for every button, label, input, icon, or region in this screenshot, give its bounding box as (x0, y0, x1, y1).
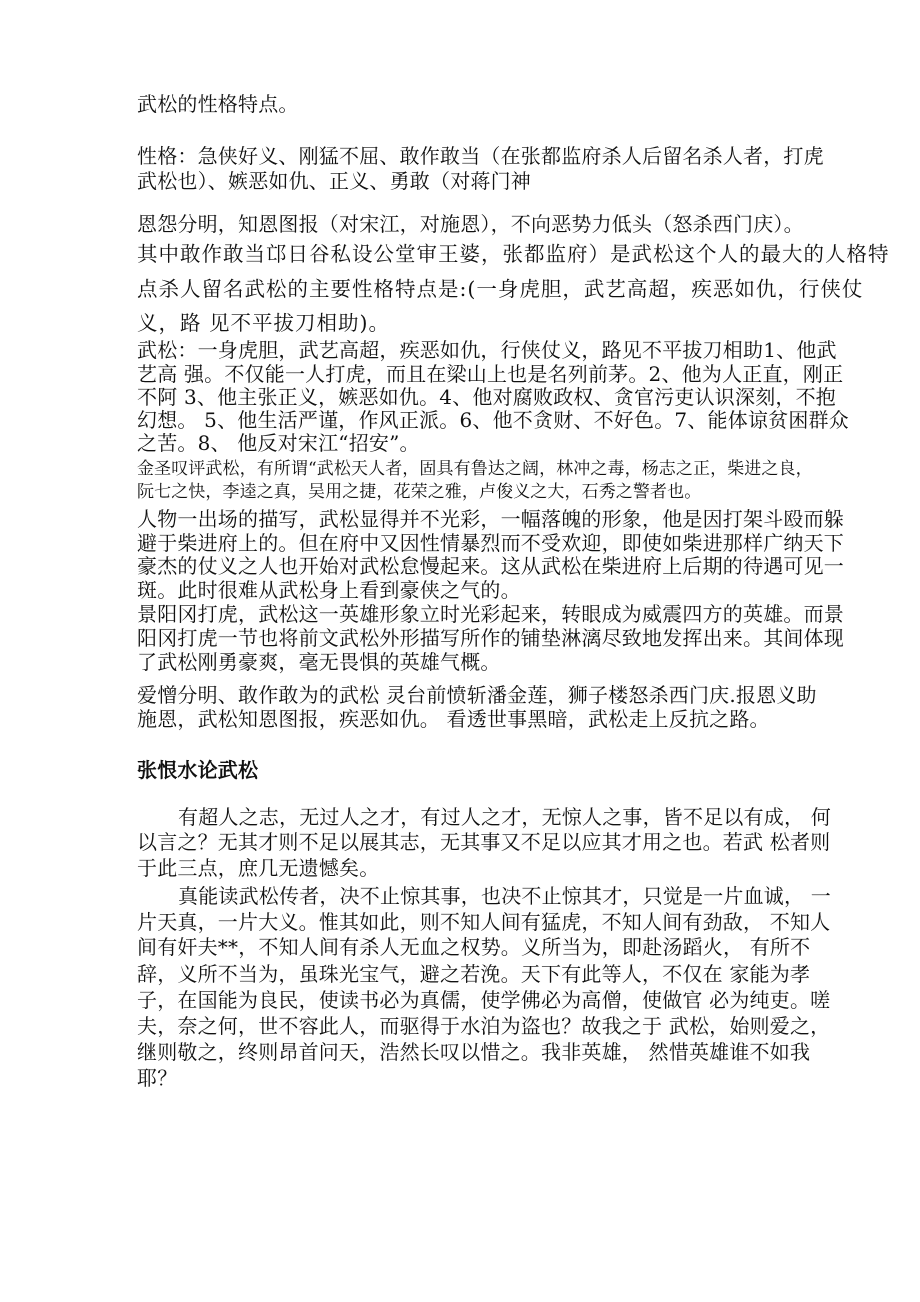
zhang-para1-line-1: 有超人之志，无过人之才，有过人之才，无惊人之事，皆不足以有成， 何 (178, 805, 831, 829)
section-heading: 张恨水论武松 (137, 758, 259, 782)
jinshengtan-line-2: 阮七之快，李逵之真，吴用之捷，花荣之雅，卢俊义之大，石秀之警者也。 (137, 482, 702, 502)
jingyanggang-line-3: 了武松刚勇豪爽，毫无畏惧的英雄气概。 (137, 650, 501, 674)
zhang-para2-line-5: 子，在国能为良民，使读书必为真儒，使学佛必为高僧，使做官 必为纯吏。嗟 (137, 988, 831, 1012)
zhang-para2-line-1: 真能读武松传者，决不止惊其事，也决不止惊其才，只觉是一片血诚， 一 (178, 884, 831, 908)
zhang-para2-line-4: 辞，义所不当为，虽珠光宝气，避之若浼。天下有此等人，不仅在 家能为孝 (137, 962, 811, 986)
points-line-5: 之苦。8、 他反对宋江“招安”。 (137, 431, 420, 455)
core-line-3: 义，路 见不平拔刀相助)。 (137, 311, 391, 335)
traits-line-2: 武松也）、嫉恶如仇、正义、勇敢（对蒋门神 (137, 169, 531, 193)
gratitude-line: 恩怨分明，知恩图报（对宋江，对施恩），不向恶势力低头（怒杀西门庆）。 (137, 212, 804, 236)
appearance-line-3: 豪杰的仗义之人也开始对武松怠慢起来。这从武松在柴进府上后期的待遇可见一 (137, 554, 844, 578)
jingyanggang-line-1: 景阳冈打虎，武松这一英雄形象立时光彩起来，转眼成为威震四方的英雄。而景 (137, 602, 844, 626)
appearance-line-2: 避于柴进府上的。但在府中又因性情暴烈而不受欢迎，即使如柴进那样广纳天下 (137, 531, 844, 555)
jingyanggang-line-2: 阳冈打虎一节也将前文武松外形描写所作的铺垫淋漓尽致地发挥出来。其间体现 (137, 626, 844, 650)
points-line-1: 武松：一身虎胆，武艺高超，疾恶如仇，行侠仗义，路见不平拔刀相助1、他武 (137, 338, 837, 362)
zhang-para2-line-8: 耶？ (137, 1066, 178, 1090)
zhang-para1-line-3: 于此三点，庶几无遗憾矣。 (137, 856, 380, 880)
points-line-2: 艺高 强。不仅能一人打虎，而且在梁山上也是名列前茅。2、他为人正直，刚正 (137, 362, 844, 386)
lovehate-line-1: 爱憎分明、敢作敢为的武松 灵台前愤斩潘金莲，狮子楼怒杀西门庆.报恩义助 (137, 683, 817, 707)
zhang-para1-line-2: 以言之？无其才则不足以展其志，无其事又不足以应其才用之也。若武 松者则 (137, 830, 831, 854)
document-title: 武松的性格特点。 (137, 92, 299, 116)
lovehate-line-2: 施恩，武松知恩图报，疾恶如仇。 看透世事黑暗，武松走上反抗之路。 (137, 707, 770, 731)
core-line-1: 其中敢作敢当邙日谷私设公堂审王婆，张都监府）是武松这个人的最大的人格特 (137, 242, 890, 266)
zhang-para2-line-2: 片天真，一片大义。惟其如此，则不知人间有猛虎，不知人间有劲敌， 不知人 (137, 910, 831, 934)
points-line-4: 幻想。 5、他生活严谨，作风正派。6、他不贪财、不好色。7、能体谅贫困群众 (137, 408, 849, 432)
points-line-3: 不阿 3、他主张正义，嫉恶如仇。4、他对腐败政权、贪官污吏认识深刻，不抱 (137, 385, 837, 409)
zhang-para2-line-6: 夫，奈之何，世不容此人，而驱得于水泊为盗也？故我之于 武松，始则爱之， (137, 1014, 831, 1038)
appearance-line-1: 人物一出场的描写，武松显得并不光彩，一幅落魄的形象，他是因打架斗殴而躲 (137, 507, 844, 531)
appearance-line-4: 斑。此时很难从武松身上看到豪侠之气的。 (137, 578, 521, 602)
zhang-para2-line-7: 继则敬之，终则昂首问天，浩然长叹以惜之。我非英雄， 然惜英雄谁不如我 (137, 1040, 811, 1064)
jinshengtan-line-1: 金圣叹评武松，有所谓“武松天人者，固具有鲁达之阔，林冲之毒，杨志之正，柴进之良， (137, 459, 813, 479)
zhang-para2-line-3: 间有奸夫**，不知人间有杀人无血之权势。义所当为，即赴汤蹈火， 有所不 (137, 935, 811, 959)
core-line-2: 点杀人留名武松的主要性格特点是:(一身虎胆，武艺高超，疾恶如仇，行侠仗 (137, 277, 864, 301)
traits-line-1: 性格：急侠好义、刚猛不屈、敢作敢当（在张都监府杀人后留名杀人者，打虎 (137, 144, 824, 168)
